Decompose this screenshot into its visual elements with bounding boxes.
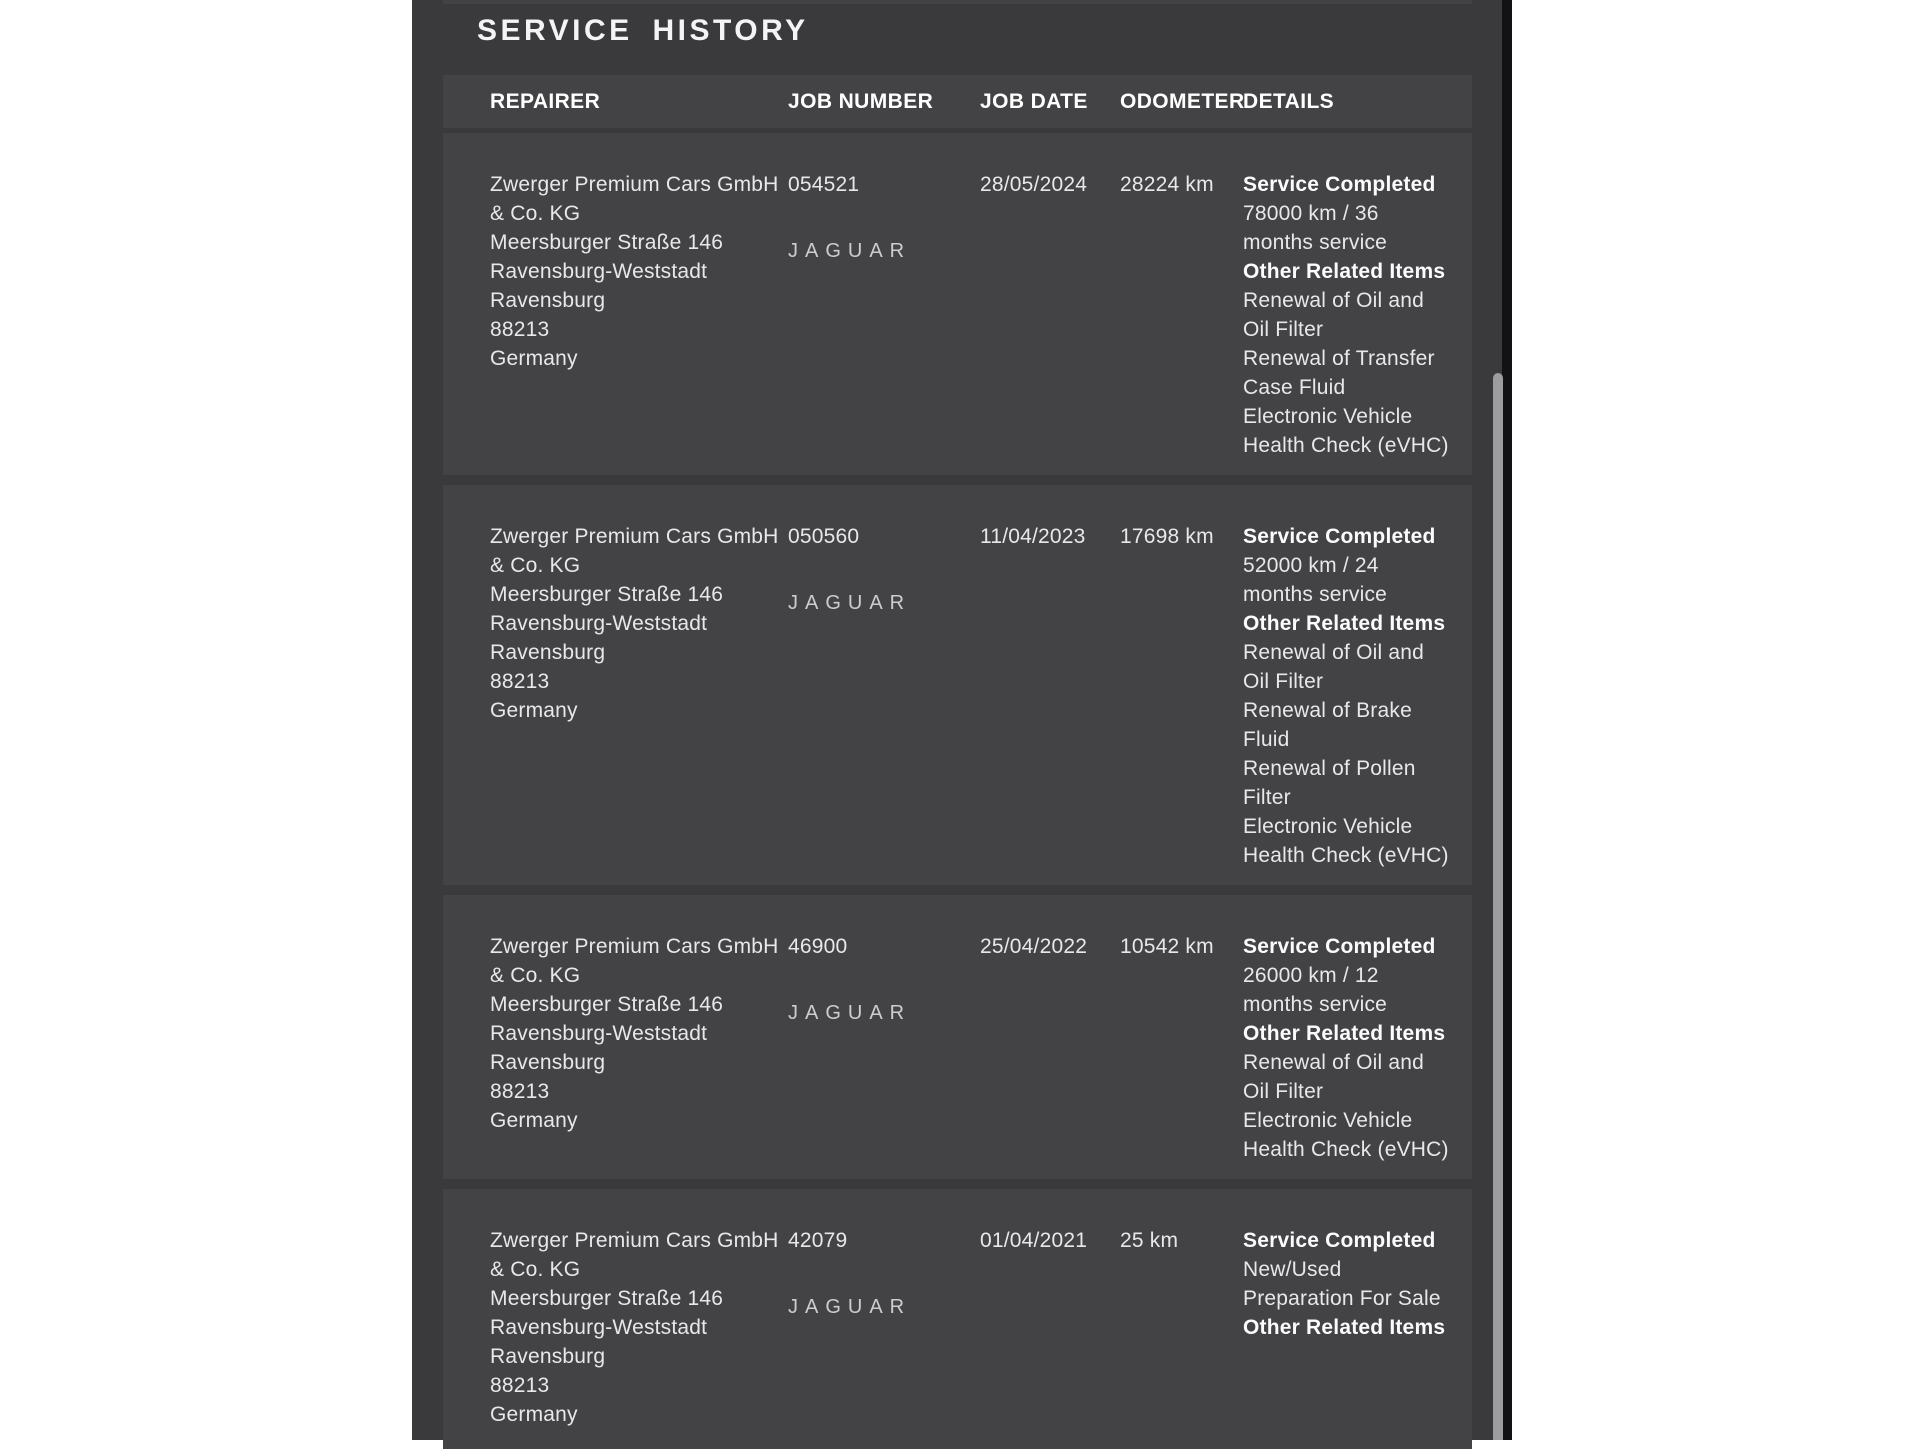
odometer-cell xyxy=(1120,1226,1243,1434)
address-line: Zwerger Premium Cars GmbH xyxy=(490,1229,779,1252)
address-line: & Co. KG xyxy=(490,554,581,577)
service-rows xyxy=(443,133,1472,1449)
detail-line: Service Completed xyxy=(1243,173,1436,196)
address-line: 88213 xyxy=(490,318,550,341)
detail-line: months service xyxy=(1243,231,1388,254)
address-line: & Co. KG xyxy=(490,964,581,987)
address-line: Ravensburg xyxy=(490,1051,606,1074)
detail-line: Fluid xyxy=(1243,728,1290,751)
detail-line: Health Check (eVHC) xyxy=(1243,434,1449,457)
details-list xyxy=(1243,932,1458,1164)
address-line: Ravensburg-Weststadt xyxy=(490,260,708,283)
address-line: Meersburger Straße 146 xyxy=(490,231,724,254)
detail-line: Preparation For Sale xyxy=(1243,1287,1441,1310)
address-line: 88213 xyxy=(490,1080,550,1103)
job-date-cell xyxy=(980,170,1120,460)
detail-line: months service xyxy=(1243,583,1388,606)
job-number: 050560 xyxy=(788,525,860,548)
detail-line: Renewal of Oil and xyxy=(1243,1051,1425,1074)
detail-line: Oil Filter xyxy=(1243,1080,1324,1103)
odometer-value: 10542 km xyxy=(1120,935,1214,958)
address-line: Ravensburg xyxy=(490,289,606,312)
previous-card-edge xyxy=(443,0,1472,4)
job-date-cell xyxy=(980,932,1120,1164)
address-line: Ravensburg-Weststadt xyxy=(490,1022,708,1045)
detail-line: Electronic Vehicle xyxy=(1243,815,1413,838)
address-line: & Co. KG xyxy=(490,1258,581,1281)
detail-line: Other Related Items xyxy=(1243,1316,1446,1339)
header-cell-details: DETAILS xyxy=(1243,89,1335,113)
job-number: 46900 xyxy=(788,935,848,958)
detail-line: Service Completed xyxy=(1243,525,1436,548)
address-line: Zwerger Premium Cars GmbH xyxy=(490,935,779,958)
address-line: Germany xyxy=(490,1403,578,1426)
detail-line: 26000 km / 12 xyxy=(1243,964,1379,987)
address-line: Germany xyxy=(490,347,578,370)
address-line: Zwerger Premium Cars GmbH xyxy=(490,173,779,196)
address-line: Meersburger Straße 146 xyxy=(490,1287,724,1310)
job-date-cell xyxy=(980,522,1120,870)
job-number: 42079 xyxy=(788,1229,848,1252)
service-history-title: SERVICE HISTORY xyxy=(477,14,809,47)
odometer-cell xyxy=(1120,170,1243,460)
odometer-cell xyxy=(1120,932,1243,1164)
detail-line: Service Completed xyxy=(1243,935,1436,958)
detail-line: Other Related Items xyxy=(1243,1022,1446,1045)
address-line: Ravensburg-Weststadt xyxy=(490,1316,708,1339)
details-list xyxy=(1243,522,1458,870)
job-date: 01/04/2021 xyxy=(980,1229,1088,1252)
odometer-value: 28224 km xyxy=(1120,173,1214,196)
service-history-panel xyxy=(412,0,1512,1440)
address-line: 88213 xyxy=(490,1374,550,1397)
detail-line: Other Related Items xyxy=(1243,260,1446,283)
address-line: Germany xyxy=(490,699,578,722)
address-line: Germany xyxy=(490,1109,578,1132)
detail-line: Renewal of Oil and xyxy=(1243,289,1425,312)
repairer-address xyxy=(490,1226,788,1434)
repairer-address xyxy=(490,170,788,460)
detail-line: Oil Filter xyxy=(1243,670,1324,693)
service-row xyxy=(443,133,1472,475)
odometer-value: 25 km xyxy=(1120,1229,1179,1252)
jaguar-logo: JAGUAR xyxy=(788,592,912,614)
detail-line: Renewal of Pollen xyxy=(1243,757,1416,780)
address-line: & Co. KG xyxy=(490,202,581,225)
odometer-value: 17698 km xyxy=(1120,525,1214,548)
service-row xyxy=(443,1189,1472,1449)
detail-line: Electronic Vehicle xyxy=(1243,405,1413,428)
repairer-address xyxy=(490,522,788,870)
address-line: 88213 xyxy=(490,670,550,693)
job-number: 054521 xyxy=(788,173,860,196)
detail-line: Service Completed xyxy=(1243,1229,1436,1252)
detail-line: months service xyxy=(1243,993,1388,1016)
address-line: Ravensburg-Weststadt xyxy=(490,612,708,635)
jaguar-logo: JAGUAR xyxy=(788,1296,912,1318)
detail-line: 78000 km / 36 xyxy=(1243,202,1379,225)
detail-line: New/Used xyxy=(1243,1258,1342,1281)
service-row xyxy=(443,895,1472,1179)
header-cell-job-number: JOB NUMBER xyxy=(788,89,934,113)
detail-line: Renewal of Oil and xyxy=(1243,641,1425,664)
header-cell-odometer: ODOMETER xyxy=(1120,89,1245,113)
detail-line: Oil Filter xyxy=(1243,318,1324,341)
header-cell-job-date: JOB DATE xyxy=(980,89,1088,113)
detail-line: Other Related Items xyxy=(1243,612,1446,635)
job-date-cell xyxy=(980,1226,1120,1434)
address-line: Meersburger Straße 146 xyxy=(490,583,724,606)
address-line: Zwerger Premium Cars GmbH xyxy=(490,525,779,548)
detail-line: Electronic Vehicle xyxy=(1243,1109,1413,1132)
odometer-cell xyxy=(1120,522,1243,870)
job-cell xyxy=(788,1226,980,1434)
job-cell xyxy=(788,522,980,870)
detail-line: 52000 km / 24 xyxy=(1243,554,1379,577)
job-cell xyxy=(788,932,980,1164)
repairer-address xyxy=(490,932,788,1164)
detail-line: Health Check (eVHC) xyxy=(1243,1138,1449,1161)
detail-line: Case Fluid xyxy=(1243,376,1346,399)
table-header xyxy=(443,75,1472,128)
details-list xyxy=(1243,1226,1458,1434)
detail-line: Renewal of Transfer xyxy=(1243,347,1435,370)
scrollbar-thumb[interactable] xyxy=(1493,373,1503,1440)
detail-line: Renewal of Brake xyxy=(1243,699,1412,722)
jaguar-logo: JAGUAR xyxy=(788,240,912,262)
job-date: 11/04/2023 xyxy=(980,525,1086,548)
jaguar-logo: JAGUAR xyxy=(788,1002,912,1024)
job-date: 28/05/2024 xyxy=(980,173,1088,196)
scrollbar-track[interactable] xyxy=(1502,0,1512,1440)
header-cell-repairer: REPAIRER xyxy=(490,89,601,113)
detail-line: Health Check (eVHC) xyxy=(1243,844,1449,867)
address-line: Meersburger Straße 146 xyxy=(490,993,724,1016)
detail-line: Filter xyxy=(1243,786,1291,809)
address-line: Ravensburg xyxy=(490,641,606,664)
job-cell xyxy=(788,170,980,460)
job-date: 25/04/2022 xyxy=(980,935,1088,958)
details-list xyxy=(1243,170,1458,460)
service-row xyxy=(443,485,1472,885)
address-line: Ravensburg xyxy=(490,1345,606,1368)
